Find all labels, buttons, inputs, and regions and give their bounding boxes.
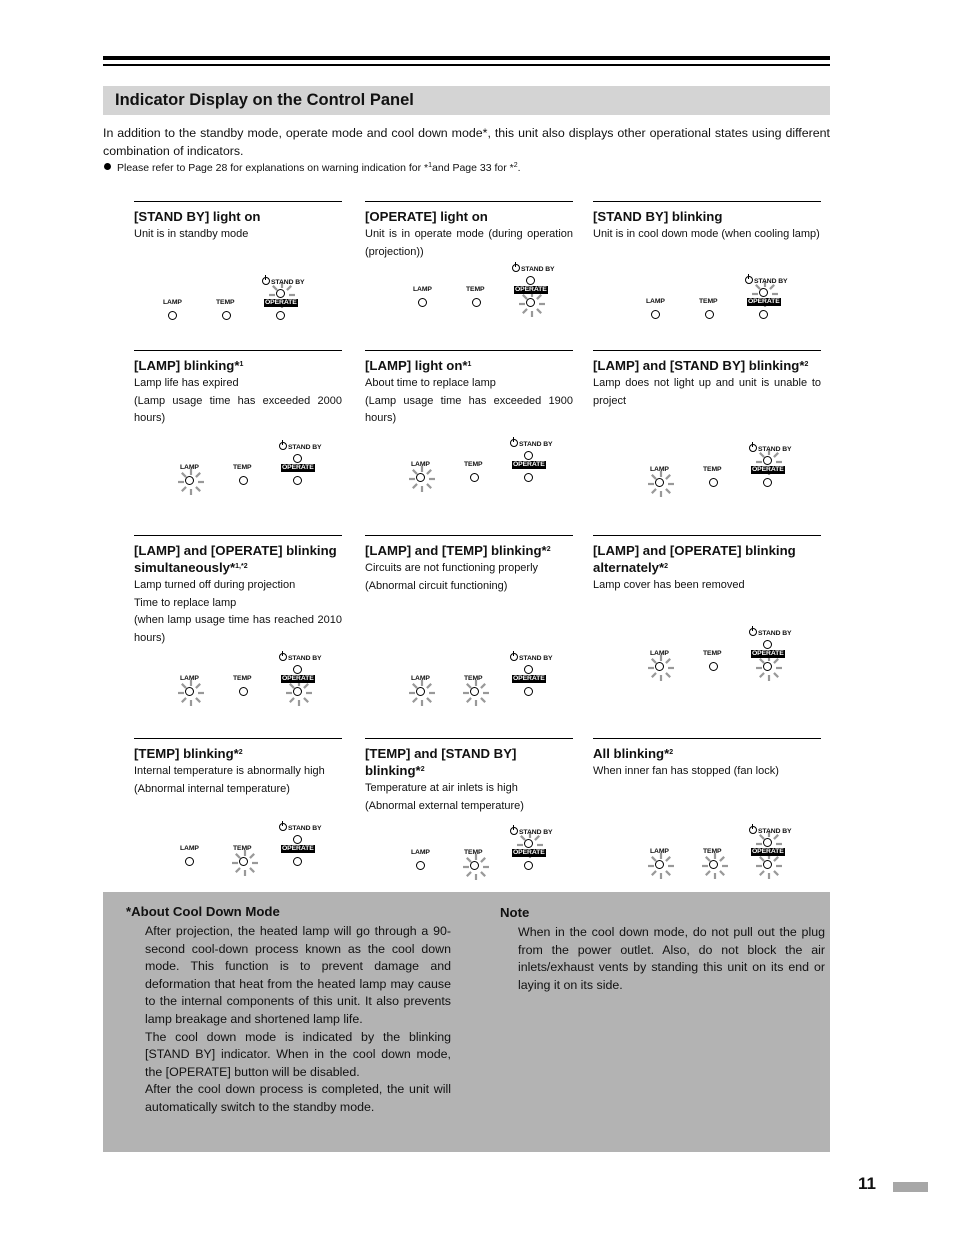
cell-description: (Abnormal external temperature) [365, 799, 524, 812]
standby-label: STAND BY [510, 827, 552, 836]
cell-description: (when lamp usage time has reached 2010 hours) [134, 614, 342, 644]
cell-title: [LAMP] and [STAND BY] blinking*$^2$ [593, 358, 809, 373]
cell-title: [OPERATE] light on [365, 209, 488, 224]
cell-description: Lamp does not light up and unit is unable to project [593, 377, 821, 407]
indicator-cell [365, 201, 573, 293]
cell-title: [TEMP] blinking*$^2$ [134, 746, 243, 761]
standby-label: STAND BY [279, 823, 321, 832]
operate-label: OPERATE [752, 466, 784, 473]
power-icon [512, 264, 520, 272]
lamp-label: LAMP [180, 845, 199, 852]
standby-label: STAND BY [749, 628, 791, 637]
temp-label: TEMP [466, 286, 485, 293]
operate-label: OPERATE [752, 848, 784, 855]
temp-indicator [705, 310, 714, 319]
lamp-indicator [655, 662, 664, 671]
cell-description: Lamp life has expired [134, 377, 239, 389]
cell-description: (Abnormal circuit functioning) [365, 579, 508, 592]
temp-label: TEMP [464, 675, 483, 682]
standby-label: STAND BY [510, 439, 552, 448]
lamp-indicator [655, 860, 664, 869]
cell-title: [LAMP] and [OPERATE] blinking simultaneously*$^{1,*2}$ [134, 543, 337, 575]
cell-description: Unit is in standby mode [134, 228, 249, 240]
control-panel-diagram [650, 626, 805, 686]
temp-label: TEMP [233, 464, 252, 471]
cell-description: About time to replace lamp [365, 377, 496, 389]
standby-indicator [293, 665, 302, 674]
power-icon [510, 653, 518, 661]
note-title: Note [500, 905, 530, 920]
control-panel-diagram [411, 651, 566, 711]
cell-title: All blinking*$^2$ [593, 746, 674, 761]
temp-indicator [470, 473, 479, 482]
temp-label: TEMP [216, 299, 235, 306]
temp-label: TEMP [703, 466, 722, 473]
bullet-icon [104, 163, 111, 170]
temp-label: TEMP [233, 675, 252, 682]
standby-label: STAND BY [279, 653, 321, 662]
standby-label: STAND BY [749, 444, 791, 453]
lamp-indicator [185, 687, 194, 696]
cell-title: [LAMP] blinking*$^1$ [134, 358, 244, 373]
operate-label: OPERATE [282, 464, 314, 471]
cell-title: [STAND BY] blinking [593, 209, 723, 224]
temp-indicator [709, 662, 718, 671]
standby-indicator [293, 454, 302, 463]
indicator-cell [365, 350, 573, 468]
control-panel-diagram [180, 651, 335, 711]
temp-label: TEMP [464, 849, 483, 856]
temp-label: TEMP [464, 461, 483, 468]
cell-description: (Abnormal internal temperature) [134, 782, 290, 795]
control-panel-diagram [413, 262, 568, 322]
temp-indicator [239, 687, 248, 696]
indicator-cell [134, 201, 342, 306]
standby-label: STAND BY [745, 276, 787, 285]
indicator-cell [365, 535, 573, 682]
lamp-label: LAMP [650, 466, 669, 473]
temp-indicator [472, 298, 481, 307]
standby-indicator [763, 838, 772, 847]
standby-label: STAND BY [512, 264, 554, 273]
about-paragraph: The cool down mode is indicated by the blinking [STAND BY] indicator. When in the cool down mode, the [OPERATE] button will be disabled. [145, 1029, 451, 1079]
page-number: 11 [858, 1174, 876, 1193]
section-title-bar [103, 86, 830, 115]
operate-label: OPERATE [513, 461, 545, 468]
operate-indicator [763, 478, 772, 487]
about-paragraph: After projection, the heated lamp will go through a 90-second cool-down process known as the cool down mode. This function is to prevent damage and deformation that heat from the heated lamp may cause to the internal components of this unit. It also prevents lamp breakage and shortened lamp life. [145, 924, 451, 1026]
lamp-indicator [416, 687, 425, 696]
cell-description: (Lamp usage time has exceeded 1900 hours) [365, 394, 573, 424]
operate-label: OPERATE [515, 286, 547, 293]
temp-indicator [239, 857, 248, 866]
cell-title: [TEMP] and [STAND BY] blinking*$^2$ [365, 746, 517, 778]
lamp-label: LAMP [411, 461, 430, 468]
lamp-label: LAMP [650, 650, 669, 657]
temp-indicator [470, 687, 479, 696]
lamp-indicator [416, 473, 425, 482]
temp-indicator [709, 860, 718, 869]
cell-description: Unit is in cool down mode (when cooling lamp) [593, 228, 820, 240]
indicator-cell [134, 535, 342, 682]
standby-indicator [759, 288, 768, 297]
operate-indicator [524, 861, 533, 870]
lamp-label: LAMP [180, 675, 199, 682]
temp-indicator [222, 311, 231, 320]
lamp-label: LAMP [180, 464, 199, 471]
operate-indicator [759, 310, 768, 319]
standby-indicator [524, 665, 533, 674]
lamp-label: LAMP [413, 286, 432, 293]
lamp-label: LAMP [411, 849, 430, 856]
cell-title: [STAND BY] light on [134, 209, 261, 224]
standby-label: STAND BY [279, 442, 321, 451]
control-panel-diagram [650, 824, 805, 884]
temp-indicator [470, 861, 479, 870]
operate-indicator [763, 662, 772, 671]
cell-description: Temperature at air inlets is high [365, 782, 518, 794]
standby-indicator [293, 835, 302, 844]
lamp-label: LAMP [646, 298, 665, 305]
intro-paragraph: In addition to the standby mode, operate mode and cool down mode*, this unit also displays other operational states using different combination of indicators. [103, 126, 830, 158]
cell-description: (Lamp usage time has exceeded 2000 hours) [134, 394, 342, 424]
page-tab [893, 1182, 928, 1192]
lamp-indicator [416, 861, 425, 870]
operate-indicator [293, 857, 302, 866]
indicator-cell [593, 535, 821, 657]
indicator-cell [134, 738, 342, 852]
note-section [500, 905, 825, 994]
operate-label: OPERATE [752, 650, 784, 657]
cell-description: Unit is in operate mode (during operation (projection)) [365, 228, 573, 258]
page-title: Indicator Display on the Control Panel [115, 91, 414, 109]
operate-label: OPERATE [513, 849, 545, 856]
lamp-indicator [651, 310, 660, 319]
standby-label: STAND BY [749, 826, 791, 835]
lamp-indicator [185, 476, 194, 485]
control-panel-diagram [650, 442, 805, 502]
about-title: *About Cool Down Mode [126, 904, 280, 919]
operate-label: OPERATE [282, 675, 314, 682]
reference-note: Please refer to Page 28 for explanations on warning indication for *$^1$and Page 33 for *$^2$. [103, 160, 830, 176]
control-panel-diagram [163, 275, 318, 335]
temp-indicator [709, 478, 718, 487]
power-icon [262, 277, 270, 285]
power-icon [279, 653, 287, 661]
operate-label: OPERATE [282, 845, 314, 852]
operate-label: OPERATE [265, 299, 297, 306]
operate-label: OPERATE [748, 298, 780, 305]
lamp-indicator [185, 857, 194, 866]
lamp-indicator [168, 311, 177, 320]
indicator-cell [134, 350, 342, 471]
indicator-cell [593, 738, 821, 855]
cell-title: [LAMP] and [OPERATE] blinking alternately*$^2$ [593, 543, 796, 575]
control-panel-diagram [646, 274, 801, 334]
operate-label: OPERATE [513, 675, 545, 682]
lamp-label: LAMP [650, 848, 669, 855]
standby-label: STAND BY [262, 277, 304, 286]
cell-description: Internal temperature is abnormally high [134, 765, 325, 777]
operate-indicator [293, 687, 302, 696]
standby-indicator [276, 289, 285, 298]
standby-indicator [763, 456, 772, 465]
operate-indicator [526, 298, 535, 307]
cell-description: When inner fan has stopped (fan lock) [593, 765, 779, 777]
power-icon [510, 439, 518, 447]
standby-indicator [763, 640, 772, 649]
standby-indicator [524, 451, 533, 460]
power-icon [749, 444, 757, 452]
about-cool-down [126, 904, 451, 1117]
cell-title: [LAMP] light on*$^1$ [365, 358, 472, 373]
operate-indicator [524, 687, 533, 696]
cell-description: Lamp cover has been removed [593, 579, 745, 591]
lamp-indicator [655, 478, 664, 487]
about-paragraph: After the cool down process is completed, the unit will automatically switch to the standby mode. [145, 1082, 451, 1114]
power-icon [749, 826, 757, 834]
control-panel-diagram [180, 440, 335, 500]
temp-label: TEMP [699, 298, 718, 305]
top-rule-thin [103, 64, 830, 66]
note-text: When in the cool down mode, do not pull out the plug from the power outlet. Also, do not block the air inlets/exhaust vents by standing this unit on its end or laying it on its side. [518, 925, 825, 992]
standby-indicator [526, 276, 535, 285]
operate-indicator [763, 860, 772, 869]
indicator-cell [365, 738, 573, 856]
power-icon [279, 442, 287, 450]
standby-indicator [524, 839, 533, 848]
operate-indicator [524, 473, 533, 482]
operate-indicator [276, 311, 285, 320]
power-icon [749, 628, 757, 636]
power-icon [510, 827, 518, 835]
power-icon [745, 276, 753, 284]
indicator-cell [593, 201, 821, 305]
power-icon [279, 823, 287, 831]
control-panel-diagram [411, 437, 566, 497]
info-box [103, 892, 830, 1152]
indicator-cell [593, 350, 821, 473]
lamp-indicator [418, 298, 427, 307]
cell-description: Time to replace lamp [134, 596, 237, 609]
control-panel-diagram [180, 821, 335, 881]
cell-title: [LAMP] and [TEMP] blinking*$^2$ [365, 543, 551, 558]
cell-description: Circuits are not functioning properly [365, 562, 539, 574]
top-rule [103, 56, 830, 60]
temp-label: TEMP [703, 650, 722, 657]
cell-description: Lamp turned off during projection [134, 579, 296, 591]
lamp-label: LAMP [411, 675, 430, 682]
operate-indicator [293, 476, 302, 485]
lamp-label: LAMP [163, 299, 182, 306]
temp-indicator [239, 476, 248, 485]
standby-label: STAND BY [510, 653, 552, 662]
temp-label: TEMP [703, 848, 722, 855]
control-panel-diagram [411, 825, 566, 885]
temp-label: TEMP [233, 845, 252, 852]
